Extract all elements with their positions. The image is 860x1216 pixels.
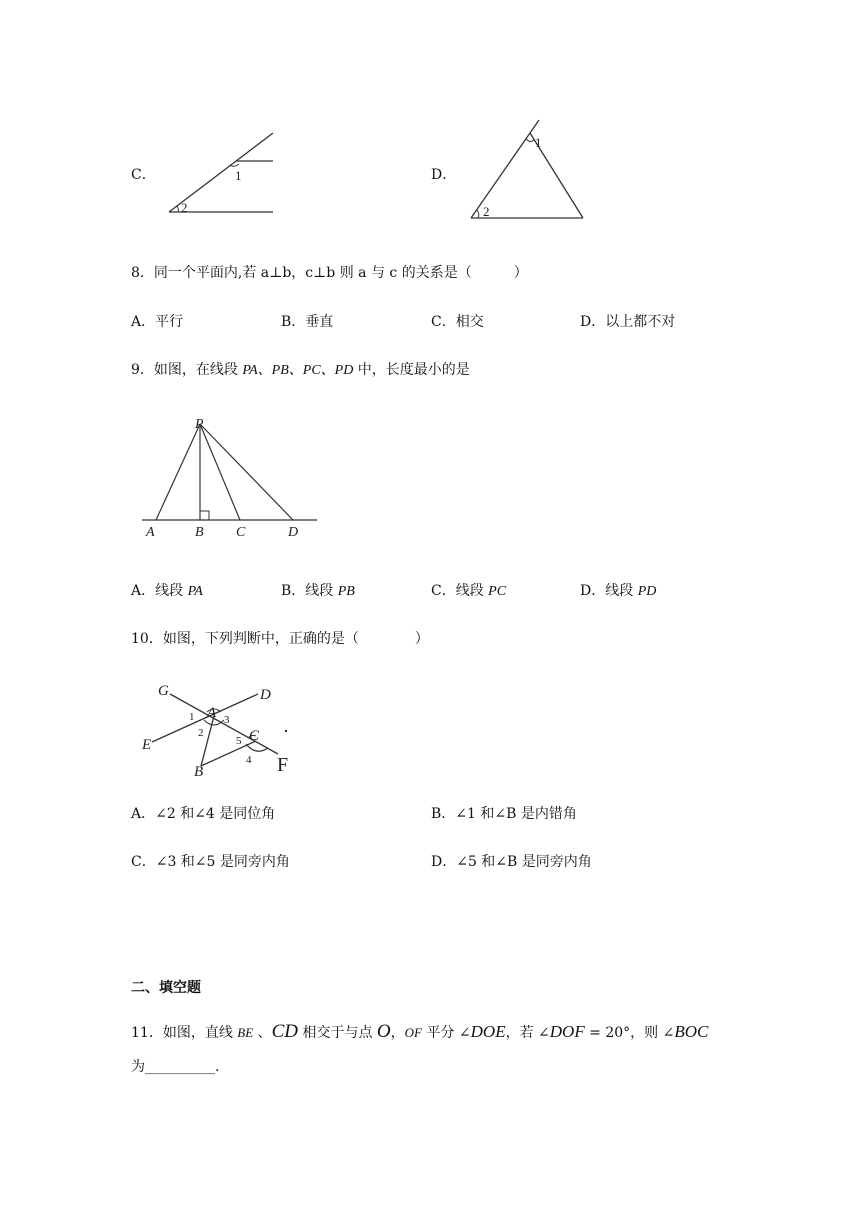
q8-option-c[interactable]: C．相交 xyxy=(431,314,484,330)
q9-stem-segments: PA、PB、PC、PD xyxy=(242,363,354,378)
q10-option-a[interactable]: A．∠2 和∠4 是同位角 xyxy=(131,806,276,822)
q8-option-a[interactable]: A．平行 xyxy=(131,314,184,330)
q9-stem xyxy=(131,359,470,379)
q8-option-b[interactable]: B．垂直 xyxy=(281,314,334,330)
q9-point-d: D xyxy=(288,525,299,540)
q9-stem-prefix: 9．如图，在线段 xyxy=(131,362,243,378)
q10-option-d[interactable]: D．∠5 和∠B 是同旁内角 xyxy=(431,854,592,870)
q9-option-c[interactable] xyxy=(431,580,506,600)
q7-option-d-figure xyxy=(466,118,591,223)
q10-point-c: C xyxy=(249,728,260,744)
q10-point-g: G xyxy=(158,683,169,699)
q11-boc: BOC xyxy=(674,1022,709,1041)
q9-option-c-seg: PC xyxy=(488,584,507,599)
q9-option-d[interactable] xyxy=(580,580,656,600)
q11-text-5: 平分 ∠ xyxy=(422,1025,471,1041)
q11-text-7: = 20°，则 ∠ xyxy=(584,1025,675,1041)
q11-o: O xyxy=(376,1021,391,1042)
q9-option-d-prefix: D．线段 xyxy=(580,583,638,599)
section-title-fill-in: 二、填空题 xyxy=(131,980,201,996)
q7-option-d-label: D． xyxy=(431,167,457,183)
q7d-angle1-label: 1 xyxy=(535,135,542,150)
q9-option-b[interactable] xyxy=(281,580,355,600)
q9-figure xyxy=(140,410,320,540)
q10-stem: 10．如图，下列判断中，正确的是（ ） xyxy=(131,631,429,647)
q7c-angle1-label: 1 xyxy=(235,168,242,183)
q11-cd: CD xyxy=(271,1021,299,1042)
q7d-angle2-label: 2 xyxy=(483,204,490,219)
q9-point-b: B xyxy=(195,525,204,540)
q11-doe: DOE xyxy=(470,1022,506,1041)
q11-answer-line: 为__________. xyxy=(131,1059,220,1075)
q9-option-d-seg: PD xyxy=(637,584,657,599)
q8-option-d[interactable]: D．以上都不对 xyxy=(580,314,676,330)
q10-point-d: D xyxy=(260,687,271,703)
q11-text-3: 相交于与点 xyxy=(298,1025,377,1041)
q11-be: BE xyxy=(237,1025,254,1040)
q9-point-p: P xyxy=(195,417,204,432)
q9-option-a[interactable] xyxy=(131,580,203,600)
q7-option-c-label: C． xyxy=(131,167,156,183)
q11-stem xyxy=(131,1021,708,1043)
q9-point-a: A xyxy=(146,525,155,540)
q9-option-c-prefix: C．线段 xyxy=(431,583,489,599)
q9-stem-suffix: 中，长度最小的是 xyxy=(353,362,470,378)
q9-option-a-seg: PA xyxy=(187,584,203,599)
q9-option-a-prefix: A．线段 xyxy=(131,583,188,599)
q11-dof: DOF xyxy=(549,1022,585,1041)
q7-option-c-figure xyxy=(160,128,280,223)
q10-point-a: A xyxy=(207,705,217,721)
q11-text-6: ，若 ∠ xyxy=(505,1025,550,1041)
q8-stem: 8．同一个平面内,若 a⊥b，c⊥b 则 a 与 c 的关系是（ ） xyxy=(131,265,528,281)
q10-figure xyxy=(138,678,308,788)
q10-option-c[interactable]: C．∠3 和∠5 是同旁内角 xyxy=(131,854,290,870)
q10-point-b: B xyxy=(194,764,204,780)
q10-option-b[interactable]: B．∠1 和∠B 是内错角 xyxy=(431,806,577,822)
q9-option-b-prefix: B．线段 xyxy=(281,583,338,599)
q9-point-c: C xyxy=(236,525,246,540)
q7c-angle2-label: 2 xyxy=(181,200,188,215)
q11-text-4: ， xyxy=(390,1025,405,1041)
q11-of: OF xyxy=(404,1025,422,1040)
q10-point-e: E xyxy=(142,737,152,753)
q10-angle2-label: 2 xyxy=(198,727,204,739)
q10-angle3-label: 3 xyxy=(224,714,230,726)
q11-text-1: 11．如图，直线 xyxy=(131,1025,238,1041)
q11-text-2: 、 xyxy=(253,1025,272,1041)
q10-point-f: F xyxy=(277,754,289,776)
q10-angle5-label: 5 xyxy=(236,735,242,747)
q9-option-b-seg: PB xyxy=(337,584,355,599)
q10-angle1-label: 1 xyxy=(189,711,195,723)
q10-angle4-label: 4 xyxy=(246,754,252,766)
